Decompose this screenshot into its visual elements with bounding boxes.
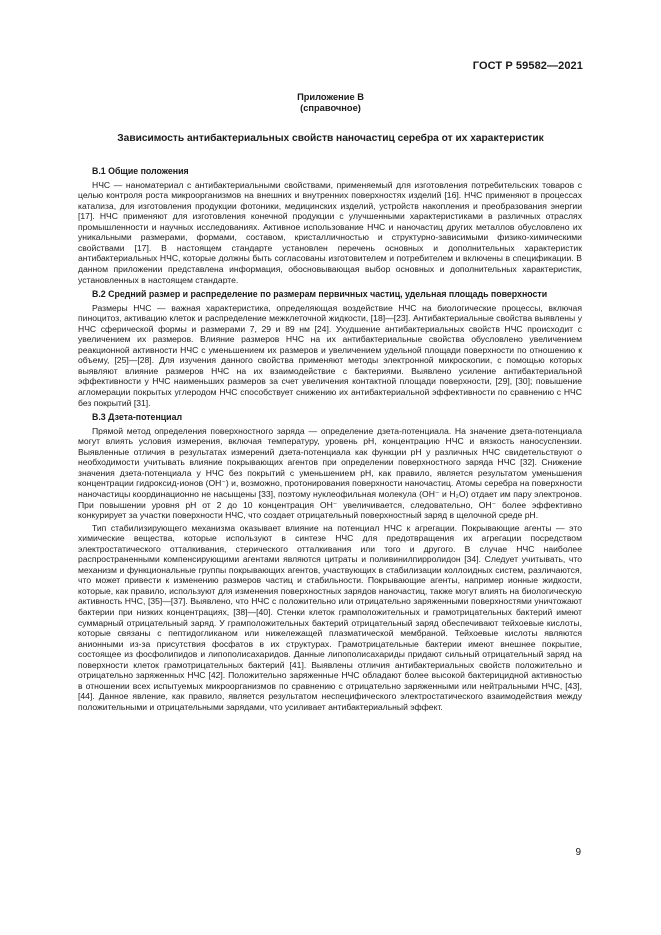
page-number: 9: [575, 847, 581, 858]
paragraph: Тип стабилизирующего механизма оказывает влияние на потенциал НЧС к агрегации. Покрывающие агенты — это химические вещества, которые используют в синтезе НЧС для предотвращения их агрегации посредством электростатического отталкивания, стерического отталкивания или того и другого. В случае НЧС наиболее распространенными компенсирующими агентами являются цитраты и поливинилпирролидон [34]. Следует учитывать, что механизм и функциональные группы покрывающих агентов, участвующих в стабилизации коллоидных систем, различаются, что может привести к изменению размеров частиц и стабильности. Покрывающие агенты, например ионные жидкости, которые, как правило, используют для изменения поверхностных зарядов наночастиц, также могут влиять на биологическую активность НЧС, [35]—[37]. Выявлено, что НЧС с положительно или отрицательно заряженными поверхностями уничтожают бактерии при низких концентрациях, [38]—[40]. Стенки клеток грамположительных и грамотрицательных бактерий имеют суммарный отрицательный заряд. У грамположительных бактерий отрицательный заряд обеспечивают тейхоевые кислоты, которые связаны с пептидогликаном или нижележащей плазматической мембраной. Тейхоевые кислоты являются анионными из-за присутствия фосфатов в их структурах. Грамотрицательные бактерии имеют внешнее покрытие, состоящее из фосфолипидов и липополисахаридов. Данные липополисахариды придают сильный отрицательный заряд на поверхности клеток грамотрицательных бактерий [41]. Выявлены отличия антибактериальных свойств положительно и отрицательно заряженных НЧС [42]. Положительно заряженные НЧС обладают более высокой бактерицидной активностью в отношении всех испытуемых микроорганизмов по сравнению с отрицательно заряженными или нейтральными НЧС, [43], [44]. Данное явление, как правило, является результатом неспецифического электростатического взаимодействия между положительными и отрицательными зарядами, что усиливает антибактериальный эффект.: [78, 522, 582, 712]
document-title: Зависимость антибактериальных свойств наночастиц серебра от их характеристик: [117, 133, 544, 144]
section-heading: В.2 Средний размер и распределение по размерам первичных частиц, удельная площадь поверхности: [92, 289, 548, 300]
paragraph: НЧС — наноматериал с антибактериальными свойствами, применяемый для изготовления потребительских товаров с целью контроля роста микроорганизмов на внешних и внутренних поверхностях изделий [16]. НЧС применяют в процессах катализа, для изготовления продукции фотоники, медицинских изделий, устройств накопления и преобразования энергии [17]. НЧС применяют для изготовления конечной продукции с улучшенными характеристиками в различных отраслях промышленности и научных исследованиях. Активное использование НЧС и наночастиц других металлов обусловлено их уникальными размерами, формами, составом, кристалличностью и структурно-зависимыми физико-химическими свойствами [17]. В настоящем стандарте установлен перечень основных и дополнительных характеристик антибактериальных НЧС, которые должны быть согласованы изготовителем и потребителем и включены в спецификации. В данном приложении представлена информация, обосновывающая выбор основных и дополнительных характеристик, установленных в настоящем стандарте.: [78, 179, 582, 285]
appendix-subtitle: (справочное): [300, 103, 361, 113]
section-heading: В.3 Дзета-потенциал: [92, 412, 183, 423]
section-heading: В.1 Общие положения: [92, 166, 189, 176]
paragraph: Размеры НЧС — важная характеристика, определяющая воздействие НЧС на биологические процессы, включая пиноцитоз, активацию клеток и распределение межклеточной жидкости, [18]—[23]. Антибактериальные свойства выявлены у НЧС сферической формы и размерами 7, 29 и 89 нм [24]. Ухудшение антибактериальных свойств НЧС происходит с увеличением их размеров. Влияние размеров НЧС на их антибактериальные свойства обусловлено увеличением реакционной активности НЧС с уменьшением их размеров и увеличением удельной площади поверхности по отношению к объему, [25]—[28]. Для изучения данного свойства применяют методы электронной микроскопии, с помощью которых выявляют влияние размеров НЧС на их взаимодействие с бактериями. Выявлено усиление антибактериальной эффективности у НЧС наименьших размеров за счет увеличения контактной площади поверхности, [29], [30]; повышение агломерации покрытых углеродом НЧС способствует снижению их антибактериальной эффективности по сравнению с НЧС без покрытий [31].: [78, 302, 582, 408]
appendix-title: Приложение В: [297, 92, 364, 102]
paragraph: Прямой метод определения поверхностного заряда — определение дзета-потенциала. На значение дзета-потенциала могут влиять условия измерения, включая температуру, уровень pH, концентрацию НЧС и вязкость наносуспензии. Выявленные отличия в результатах измерений дзета-потенциала как функции pH у различных НЧС свидетельствуют о необходимости учитывать влияние покрывающих агентов при определении поверхностного заряда НЧС [32]. Снижение значения дзета-потенциала у НЧС без покрытий с уменьшением pH, как правило, является результатом уменьшения концентрации гидроксид-ионов (OH⁻) и, возможно, протонирования поверхности наночастиц. Атомы серебра на поверхности наночастицы координационно не насыщены [33], поэтому нуклеофильная молекула (OH⁻ и H₂O) отдает им пару электронов. При повышении уровня pH от 2 до 10 концентрация OH⁻ увеличивается, следовательно, OH⁻ более эффективно конкурирует за участки поверхности НЧС, что создает отрицательный поверхностный заряд в щелочной среде pH.: [78, 425, 582, 521]
document-code: ГОСТ Р 59582—2021: [472, 60, 583, 72]
document-body: [78, 166, 582, 712]
